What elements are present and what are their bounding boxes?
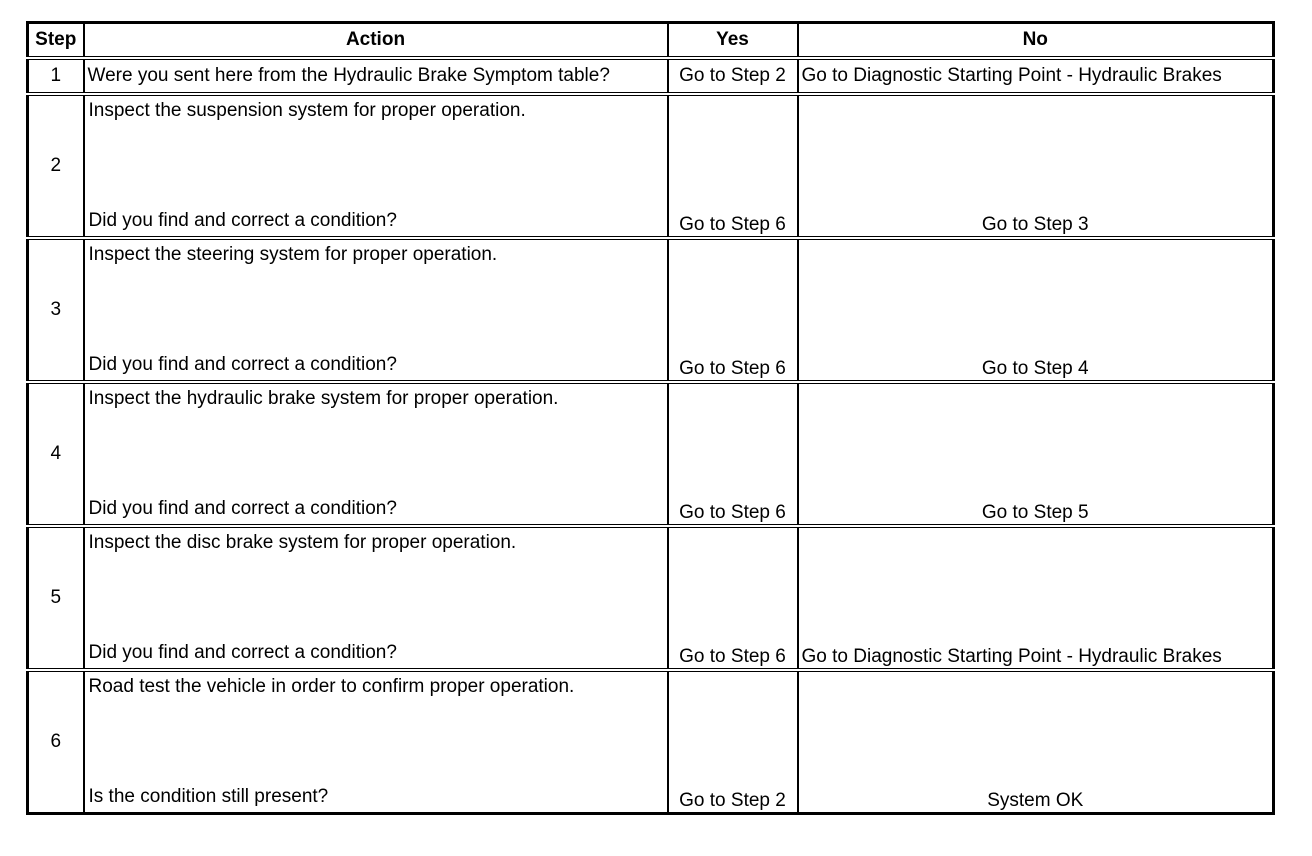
table-header-row	[28, 23, 1274, 59]
yes-result: Go to Step 6	[668, 238, 798, 382]
action-cell	[84, 238, 668, 382]
no-result: Go to Step 5	[798, 382, 1274, 526]
yes-result: Go to Step 6	[668, 94, 798, 238]
action-question: Did you find and correct a condition?	[88, 354, 397, 375]
step-number: 4	[28, 382, 84, 526]
step-number: 1	[28, 58, 84, 94]
step-number: 6	[28, 670, 84, 814]
step-number: 3	[28, 238, 84, 382]
yes-result: Go to Step 6	[668, 526, 798, 670]
action-text: Were you sent here from the Hydraulic Brake Symptom table?	[84, 58, 668, 94]
step-number: 2	[28, 94, 84, 238]
step-number: 5	[28, 526, 84, 670]
table-row	[28, 526, 1274, 670]
action-text: Inspect the disc brake system for proper operation.	[88, 532, 517, 553]
diagnostic-table-container	[26, 21, 1272, 815]
table-row	[28, 382, 1274, 526]
action-cell	[84, 670, 668, 814]
action-text: Inspect the suspension system for proper operation.	[88, 100, 526, 121]
yes-result: Go to Step 2	[668, 58, 798, 94]
action-question: Did you find and correct a condition?	[88, 642, 397, 663]
action-text: Road test the vehicle in order to confirm proper operation.	[88, 676, 575, 697]
action-question: Did you find and correct a condition?	[88, 210, 397, 231]
table-row	[28, 58, 1274, 94]
action-cell	[84, 526, 668, 670]
yes-result: Go to Step 6	[668, 382, 798, 526]
table-row	[28, 670, 1274, 814]
no-result: Go to Diagnostic Starting Point - Hydraulic Brakes	[798, 526, 1274, 670]
action-cell	[84, 382, 668, 526]
table-row	[28, 238, 1274, 382]
action-text: Inspect the steering system for proper operation.	[88, 244, 498, 265]
header-step: Step	[28, 23, 84, 59]
table-row	[28, 94, 1274, 238]
header-no: No	[798, 23, 1274, 59]
diagnostic-table	[26, 21, 1275, 815]
header-yes: Yes	[668, 23, 798, 59]
no-result: System OK	[798, 670, 1274, 814]
action-cell	[84, 94, 668, 238]
action-question: Did you find and correct a condition?	[88, 498, 397, 519]
header-action: Action	[84, 23, 668, 59]
no-result: Go to Step 4	[798, 238, 1274, 382]
no-result: Go to Diagnostic Starting Point - Hydraulic Brakes	[798, 58, 1274, 94]
action-text: Inspect the hydraulic brake system for proper operation.	[88, 388, 559, 409]
no-result: Go to Step 3	[798, 94, 1274, 238]
yes-result: Go to Step 2	[668, 670, 798, 814]
action-question: Is the condition still present?	[88, 786, 329, 807]
